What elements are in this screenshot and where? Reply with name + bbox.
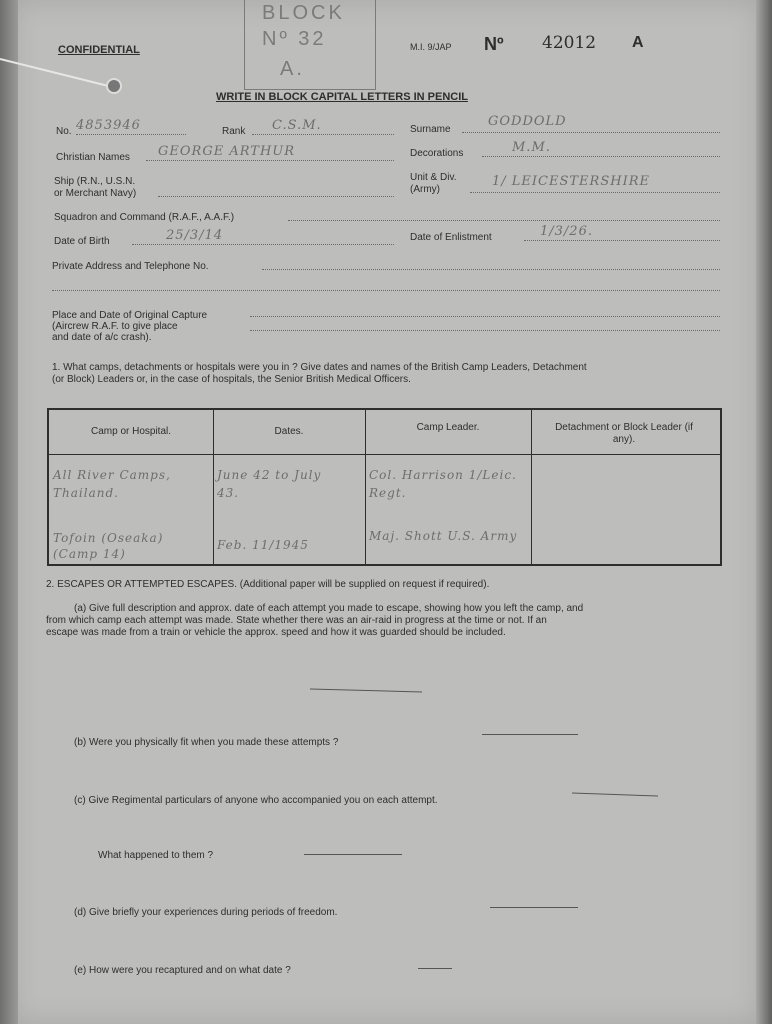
christian-names-label: Christian Names [56, 152, 130, 163]
decorations-label: Decorations [410, 148, 464, 159]
paper-right-edge [756, 0, 772, 1024]
section-2a-line-1: (a) Give full description and approx. date of each attempt you made to escape, showing how you left the camp, and [74, 603, 584, 614]
capture-line-1 [250, 316, 720, 317]
ship-line [158, 196, 394, 197]
stamp-line-2: Nº 32 [262, 28, 327, 50]
row-2-dates: Feb. 11/1945 [217, 538, 309, 552]
capture-label-3: and date of a/c crash). [52, 332, 152, 343]
section-2d: (d) Give briefly your experiences during periods of freedom. [74, 907, 338, 918]
ref-code: M.I. 9/JAP [410, 42, 452, 52]
row-1-camp: All River Camps, Thailand. [53, 468, 171, 500]
capture-line-2 [250, 330, 720, 331]
row-2-leader: Maj. Shott U.S. Army [369, 529, 518, 543]
row-1-dates: June 42 to July 43. [217, 468, 322, 500]
pencil-instruction: WRITE IN BLOCK CAPITAL LETTERS IN PENCIL [216, 91, 468, 103]
pen-stroke-e [418, 968, 452, 969]
surname-line [462, 132, 720, 133]
form-no-label: Nº [484, 34, 504, 54]
stamp-line-1: BLOCK [262, 2, 345, 24]
decorations-line [482, 156, 720, 157]
dob-label: Date of Birth [54, 236, 110, 247]
section-2c: (c) Give Regimental particulars of anyone who accompanied you on each attempt. [74, 795, 438, 806]
rank-value: C.S.M. [272, 118, 322, 133]
form-number: 42012 [542, 33, 597, 53]
decorations-value: M.M. [512, 140, 551, 155]
rank-label: Rank [222, 126, 246, 137]
camps-table [47, 408, 722, 566]
enlistment-label: Date of Enlistment [410, 232, 492, 243]
pen-stroke-c2 [304, 854, 402, 855]
no-line [76, 134, 186, 135]
no-value: 4853946 [76, 118, 141, 133]
ship-label-1: Ship (R.N., U.S.N. [54, 176, 136, 187]
address-label: Private Address and Telephone No. [52, 261, 209, 272]
surname-value: GODDOLD [488, 114, 567, 129]
section-1-line-1: 1. What camps, detachments or hospitals were you in ? Give dates and names of the British Camp Leaders, Detachment [52, 362, 587, 373]
row-1-leader: Col. Harrison 1/Leic. Regt. [369, 468, 517, 500]
dob-line [132, 244, 394, 245]
pen-stroke-d [490, 907, 578, 908]
unit-value: 1/ LEICESTERSHIRE [492, 174, 650, 189]
enlistment-line [524, 240, 720, 241]
unit-label-1: Unit & Div. [410, 172, 457, 183]
stamp-line-3: A. [280, 58, 305, 80]
no-label: No. [56, 126, 72, 137]
table-header-divider [49, 454, 720, 455]
table-divider-3 [531, 410, 532, 564]
surname-label: Surname [410, 124, 451, 135]
squadron-line [288, 220, 720, 221]
section-2-title: 2. ESCAPES OR ATTEMPTED ESCAPES. (Additional paper will be supplied on request if required). [46, 579, 490, 590]
pen-stroke-b [482, 734, 578, 735]
unit-line [470, 192, 720, 193]
section-2e: (e) How were you recaptured and on what date ? [74, 965, 291, 976]
address-line-2 [52, 290, 720, 291]
col-camp-header: Camp or Hospital. [90, 426, 172, 437]
rank-line [252, 134, 394, 135]
ship-label-2: or Merchant Navy) [54, 188, 137, 199]
dob-value: 25/3/14 [166, 228, 224, 243]
section-2c-followup: What happened to them ? [98, 850, 214, 861]
squadron-label: Squadron and Command (R.A.F., A.A.F.) [54, 212, 235, 223]
confidential-label: CONFIDENTIAL [58, 44, 140, 56]
col-detachment-header: Detachment or Block Leader (if any). [555, 422, 693, 445]
enlistment-value: 1/3/26. [540, 224, 593, 239]
capture-label-2: (Aircrew R.A.F. to give place [52, 321, 178, 332]
unit-label-2: (Army) [410, 184, 440, 195]
form-suffix: A [632, 34, 644, 51]
col-dates-header: Dates. [274, 426, 304, 437]
address-line-1 [262, 269, 720, 270]
section-1-line-2: (or Block) Leaders or, in the case of hospitals, the Senior British Medical Officers. [52, 374, 411, 385]
punch-hole [106, 78, 122, 94]
section-2a-line-3: escape was made from a train or vehicle the approx. speed and how it was guarded should be included. [46, 627, 506, 638]
christian-names-line [146, 160, 394, 161]
row-2-camp: Tofoin (Oseaka) (Camp 14) [53, 531, 164, 561]
section-2a-line-2: from which camp each attempt was made. State whether there was an air-raid in progress at the time or not. If an [46, 615, 547, 626]
col-leader-header: Camp Leader. [416, 422, 480, 433]
christian-names-value: GEORGE ARTHUR [158, 144, 296, 159]
paper-fold-edge [0, 0, 18, 1024]
capture-label-1: Place and Date of Original Capture [52, 310, 208, 321]
section-2b: (b) Were you physically fit when you made these attempts ? [74, 737, 339, 748]
